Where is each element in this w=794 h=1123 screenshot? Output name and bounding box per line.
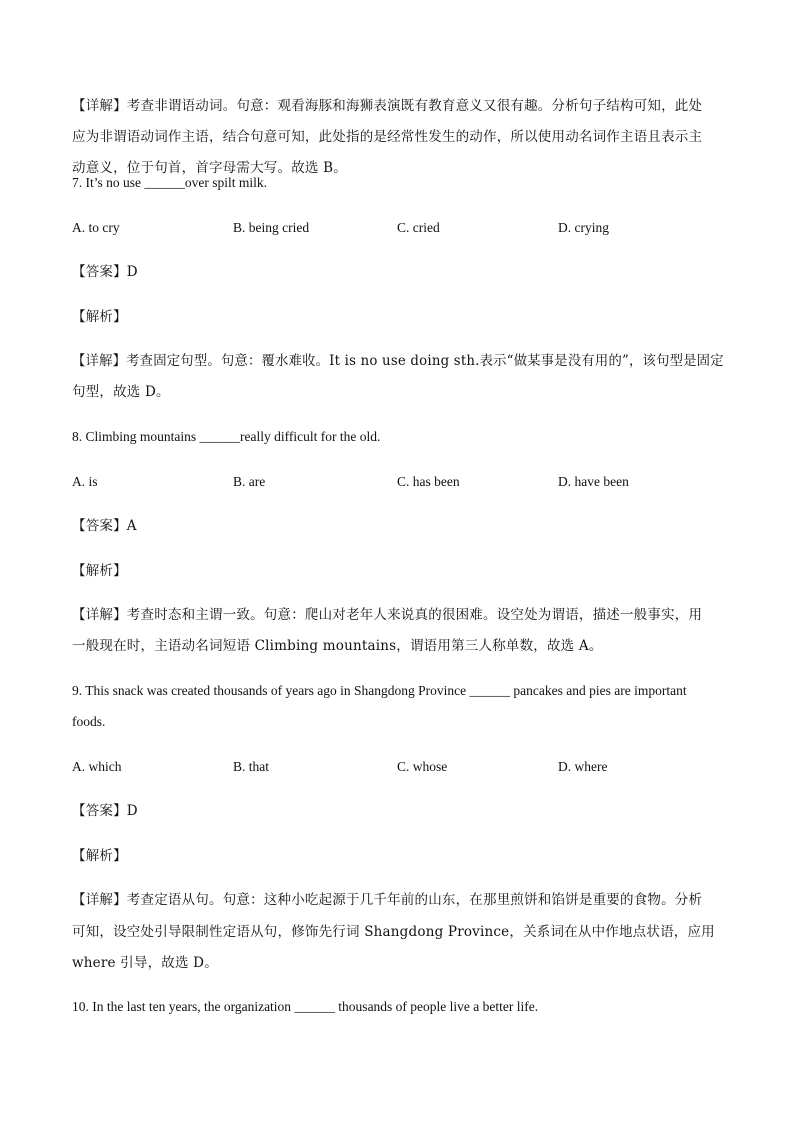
- q9-detail-line-3: where 引导，故选 D。: [72, 955, 218, 971]
- q6-detail-line-3: 动意义，位于句首，首字母需大写。故选 B。: [72, 160, 347, 176]
- q9-option-a: A. which: [72, 759, 122, 774]
- q8-option-b: B. are: [233, 474, 266, 489]
- q9-option-c: C. whose: [397, 759, 448, 774]
- q8-option-d: D. have been: [558, 474, 629, 489]
- q9-answer: 【答案】D: [72, 803, 138, 819]
- q8-stem: 8. Climbing mountains ______really difficult for the old.: [72, 429, 381, 444]
- q9-detail-line-2: 可知，设空处引导限制性定语从句，修饰先行词 Shangdong Province，关系词在从中作地点状语，应用: [72, 924, 715, 940]
- q10-stem: 10. In the last ten years, the organization ______ thousands of people live a better life.: [72, 999, 539, 1014]
- q7-detail-line-1: 【详解】考查固定句型。句意：覆水难收。It is no use doing sth.表示“做某事是没有用的”，该句型是固定: [72, 353, 724, 369]
- q8-analysis-heading: 【解析】: [72, 563, 127, 579]
- q8-detail-line-1: 【详解】考查时态和主谓一致。句意：爬山对老年人来说真的很困难。设空处为谓语，描述一般事实，用: [72, 607, 703, 623]
- q7-detail-line-2: 句型，故选 D。: [72, 384, 170, 400]
- q7-option-a: A. to cry: [72, 220, 120, 235]
- q9-option-b: B. that: [233, 759, 269, 774]
- q9-option-d: D. where: [558, 759, 608, 774]
- q7-stem: 7. It’s no use ______over spilt milk.: [72, 175, 267, 190]
- q7-answer: 【答案】D: [72, 264, 138, 280]
- q8-answer: 【答案】A: [72, 518, 137, 534]
- q7-option-b: B. being cried: [233, 220, 310, 235]
- q7-option-d: D. crying: [558, 220, 609, 235]
- q7-analysis-heading: 【解析】: [72, 309, 127, 325]
- q9-detail-line-1: 【详解】考查定语从句。句意：这种小吃起源于几千年前的山东，在那里煎饼和馅饼是重要的食物。分析: [72, 892, 703, 908]
- q6-detail-line-2: 应为非谓语动词作主语，结合句意可知，此处指的是经常性发生的动作，所以使用动名词作主语且表示主: [72, 129, 703, 145]
- q8-option-a: A. is: [72, 474, 98, 489]
- q8-detail-line-2: 一般现在时，主语动名词短语 Climbing mountains，谓语用第三人称单数，故选 A。: [72, 638, 603, 654]
- q9-analysis-heading: 【解析】: [72, 848, 127, 864]
- q6-detail-line-1: 【详解】考查非谓语动词。句意：观看海豚和海狮表演既有教育意义又很有趣。分析句子结构可知，此处: [72, 98, 703, 114]
- q9-stem-line-1: 9. This snack was created thousands of years ago in Shangdong Province ______ pancakes and pies are important: [72, 683, 687, 698]
- q9-stem-line-2: foods.: [72, 714, 106, 729]
- q8-option-c: C. has been: [397, 474, 460, 489]
- q7-option-c: C. cried: [397, 220, 440, 235]
